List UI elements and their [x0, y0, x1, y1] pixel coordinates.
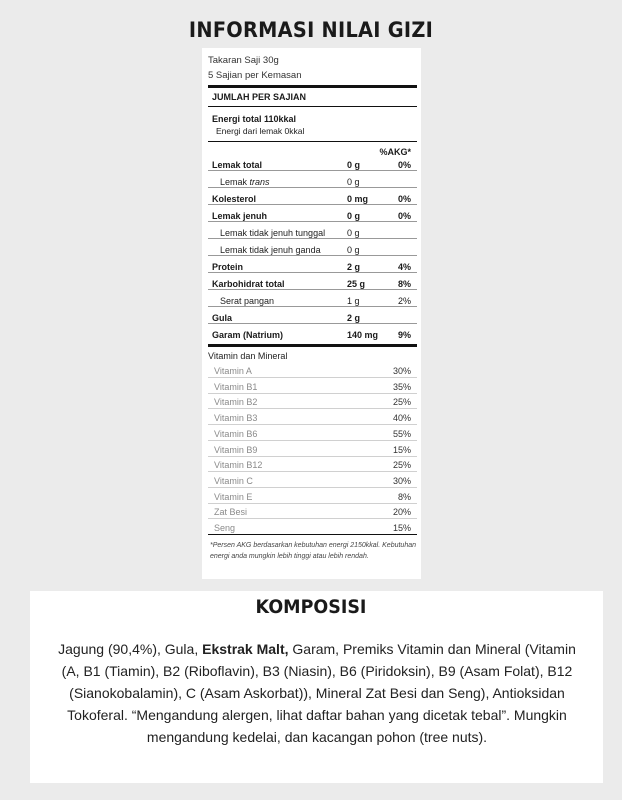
nutrient-name: Lemak trans [220, 177, 270, 187]
row-divider [208, 170, 417, 171]
nutrient-value: 0 g [347, 177, 360, 187]
vitamin-akg: 25% [392, 397, 411, 408]
vitamin-akg: 35% [392, 381, 411, 392]
vitamin-akg: 40% [392, 413, 411, 424]
nutrient-akg: 0% [397, 160, 411, 170]
row-divider [208, 518, 417, 519]
vitamin-name: Vitamin B2 [214, 397, 258, 408]
vitamin-name: Vitamin C [214, 475, 253, 486]
nutrient-name: Gula [212, 313, 233, 323]
footnote: *Persen AKG berdasarkan kebutuhan energi 2150kkal. Kebutuhan energi anda mungkin lebih tinggi atau lebih rendah. [210, 542, 416, 560]
nutrition-facts-panel [202, 48, 421, 579]
row-divider [208, 187, 417, 188]
nutrient-value: 0 g [347, 160, 361, 170]
vitamin-name: Vitamin B12 [214, 460, 263, 471]
energy-total: Energi total 110kkal [212, 114, 297, 124]
vitamin-akg: 25% [392, 460, 411, 471]
divider-thick [208, 85, 417, 88]
vitamin-name: Vitamin B9 [214, 444, 258, 455]
row-divider [208, 424, 417, 425]
nutrient-name: Karbohidrat total [212, 279, 285, 289]
row-divider [208, 471, 417, 472]
nutrient-name-italic: trans [249, 177, 270, 187]
vitamin-akg: 30% [392, 366, 411, 376]
vitamin-akg: 55% [392, 428, 411, 439]
vitamin-name: Vitamin B1 [214, 381, 258, 392]
nutrient-akg: 0% [397, 211, 411, 221]
nutrient-name: Kolesterol [212, 194, 257, 204]
nutrient-akg: 2% [397, 296, 411, 306]
nutrient-value: 0 mg [347, 194, 369, 204]
nutrient-name: Garam (Natrium) [212, 330, 284, 340]
row-divider [208, 408, 417, 409]
nutrient-name: Serat pangan [220, 296, 275, 306]
nutrient-value: 0 g [347, 211, 361, 221]
row-divider [208, 221, 417, 222]
nutrient-name: Lemak total [212, 160, 263, 170]
row-divider [208, 272, 417, 273]
nutrient-value: 2 g [347, 262, 361, 272]
row-divider [208, 204, 417, 205]
nutrient-value: 2 g [347, 313, 361, 323]
composition-text-part: Jagung (90,4%), Gula, [58, 641, 203, 657]
nutrient-akg: 9% [397, 330, 411, 340]
row-divider [208, 487, 417, 488]
serving-size: Takaran Saji 30g [208, 55, 279, 66]
vitamin-akg: 8% [397, 491, 411, 502]
nutrient-value: 1 g [347, 296, 360, 306]
divider [208, 106, 417, 107]
page-title: INFORMASI NILAI GIZI [188, 18, 434, 42]
row-divider [208, 377, 417, 378]
nutrient-name: Lemak tidak jenuh ganda [220, 245, 321, 255]
nutrient-value: 25 g [347, 279, 366, 289]
servings-per-pack: 5 Sajian per Kemasan [208, 70, 302, 81]
allergen-highlight: Ekstrak Malt, [202, 641, 289, 657]
vitamin-name: Vitamin B6 [214, 428, 258, 439]
divider [208, 141, 417, 142]
vitamin-akg: 15% [392, 523, 411, 533]
nutrient-akg: 8% [397, 279, 411, 289]
vitamin-name: Vitamin A [214, 366, 252, 376]
composition-title: KOMPOSISI [255, 596, 367, 618]
composition-text-part: Garam, Premiks Vitamin dan Mineral (Vitamin (A, B1 (Tiamin), B2 (Riboflavin), B3 (Niasin), B6 (Piridoksin), B9 (Asam Folat), B12 (Sianokobalamin), C (Asam Askorbat)), Mineral Zat Besi dan Seng), Antioksidan Tokoferal. “Mengandung alergen, lihat daftar bahan yang dicetak tebal”. Mungkin mengandung kedelai, dan kacangan pohon (tree nuts). [61, 641, 576, 745]
row-divider [208, 503, 417, 504]
row-divider [208, 238, 417, 239]
nutrient-value: 140 mg [347, 330, 379, 340]
energy-from-fat: Energi dari lemak 0kkal [216, 126, 305, 136]
row-divider [208, 456, 417, 457]
row-divider [208, 306, 417, 307]
amount-per-serving-header: JUMLAH PER SAJIAN [212, 92, 307, 102]
nutrient-akg: 4% [397, 262, 411, 272]
akg-header: %AKG* [379, 147, 411, 157]
nutrient-name: Lemak tidak jenuh tunggal [220, 228, 326, 238]
nutrient-akg: 0% [397, 194, 411, 204]
vitamin-akg: 20% [392, 507, 411, 518]
vitamins-header: Vitamin dan Mineral [208, 351, 288, 361]
vitamin-name: Vitamin E [214, 491, 253, 502]
nutrient-value: 0 g [347, 245, 360, 255]
vitamin-akg: 15% [392, 444, 411, 455]
row-divider [208, 323, 417, 324]
nutrient-name: Lemak jenuh [212, 211, 268, 221]
nutrient-value: 0 g [347, 228, 360, 238]
row-divider [208, 440, 417, 441]
vitamin-name: Zat Besi [214, 507, 248, 518]
vitamin-akg: 30% [392, 475, 411, 486]
divider [208, 534, 417, 535]
composition-text [52, 638, 582, 748]
nutrient-name: Protein [212, 262, 244, 272]
divider-thick [208, 344, 417, 347]
vitamin-name: Seng [214, 523, 236, 533]
vitamin-name: Vitamin B3 [214, 413, 258, 424]
row-divider [208, 289, 417, 290]
row-divider [208, 393, 417, 394]
row-divider [208, 255, 417, 256]
